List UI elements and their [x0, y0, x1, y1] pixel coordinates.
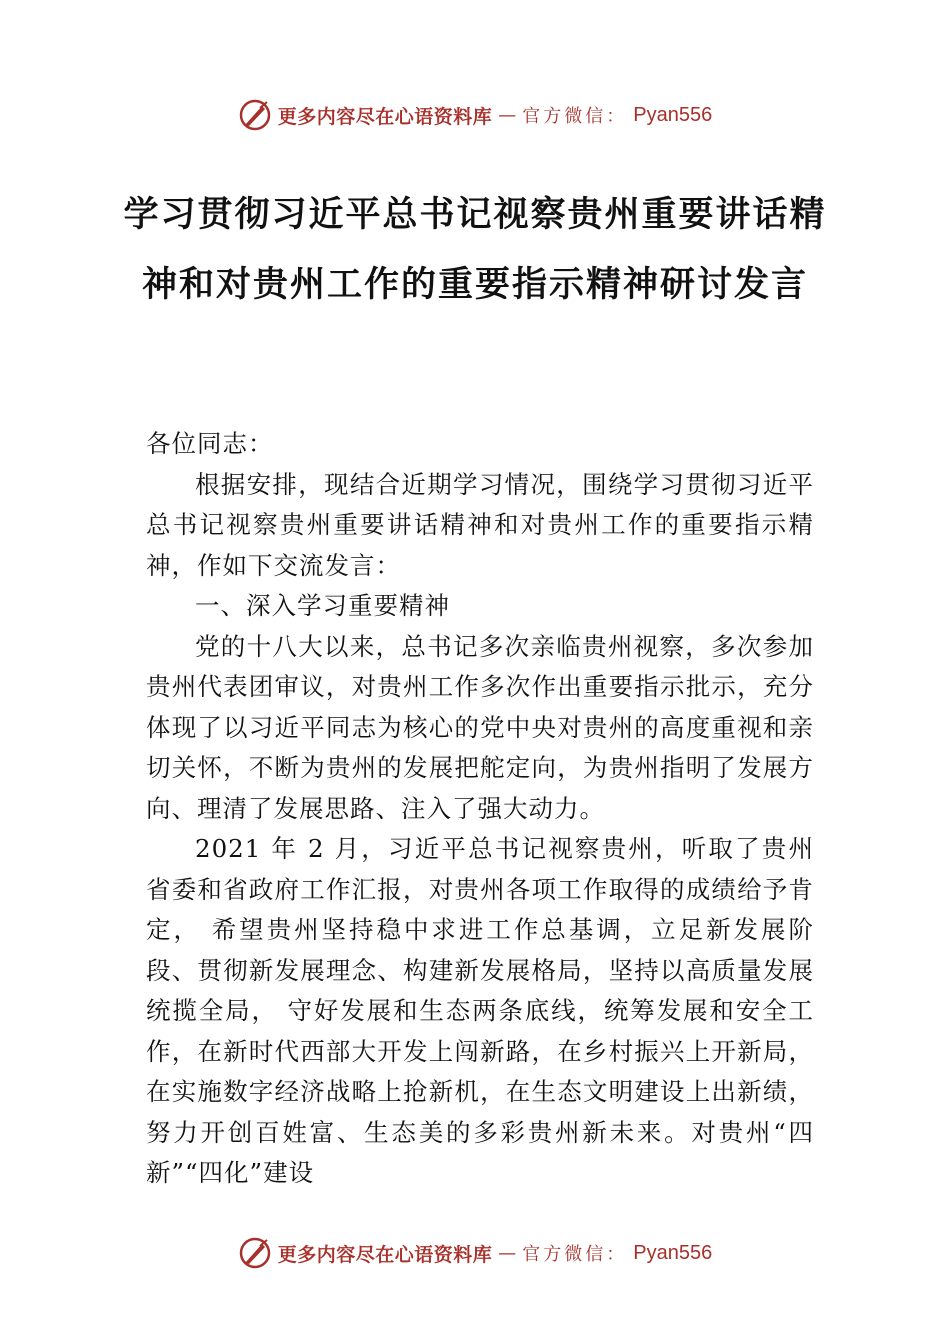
watermark-brand: 更多内容尽在心语资料库 — [277, 105, 493, 128]
paragraph: 2021 年 2 月，习近平总书记视察贵州，听取了贵州省委和省政府工作汇报，对贵州各项工作取得的成绩给予肯定， 希望贵州坚持稳中求进工作总基调，立足新发展阶段、贯彻新发展理念、构建新发展格局，坚持以高质量发展统揽全局， 守好发展和生态两条底线，统筹发展和安全工作，在新时代西部大开发上闯新路，在乡村振兴上开新局，在实施数字经济战略上抢新机，在生态文明建设上出新绩，努力开创百姓富、生态美的多彩贵州新未来。对贵州“四新”“四化”建设 — [146, 834, 814, 1187]
watermark-footer — [0, 1233, 950, 1273]
section-heading: 一、深入学习重要精神 — [195, 591, 450, 620]
watermark-wechat-id: Pyan556 — [633, 103, 713, 126]
quill-pen-logo-icon — [238, 1236, 272, 1270]
paragraph-intro: 根据安排，现结合近期学习情况，围绕学习贯彻习近平总书记视察贵州重要讲话精神和对贵州工作的重要指示精神，作如下交流发言： — [146, 469, 814, 580]
watermark-header — [0, 95, 950, 135]
paragraph: 党的十八大以来，总书记多次亲临贵州视察，多次参加贵州代表团审议，对贵州工作多次作出重要指示批示，充分体现了以习近平同志为核心的党中央对贵州的高度重视和亲切关怀，不断为贵州的发展把舵定向，为贵州指明了发展方向、理清了发展思路、注入了强大动力。 — [146, 631, 814, 823]
watermark-wechat-id: Pyan556 — [633, 1241, 713, 1264]
document-title: 学习贯彻习近平总书记视察贵州重要讲话精神和对贵州工作的重要指示精神研讨发言 — [123, 195, 827, 305]
watermark-brand: 更多内容尽在心语资料库 — [277, 1243, 493, 1266]
quill-pen-logo-icon — [238, 98, 272, 132]
watermark-separator: — — [498, 1242, 517, 1264]
watermark-label: 官方微信： — [522, 1244, 628, 1265]
watermark-label: 官方微信： — [522, 106, 628, 127]
salutation: 各位同志： — [146, 429, 274, 458]
document-body — [146, 424, 814, 1194]
watermark-separator: — — [498, 104, 517, 126]
